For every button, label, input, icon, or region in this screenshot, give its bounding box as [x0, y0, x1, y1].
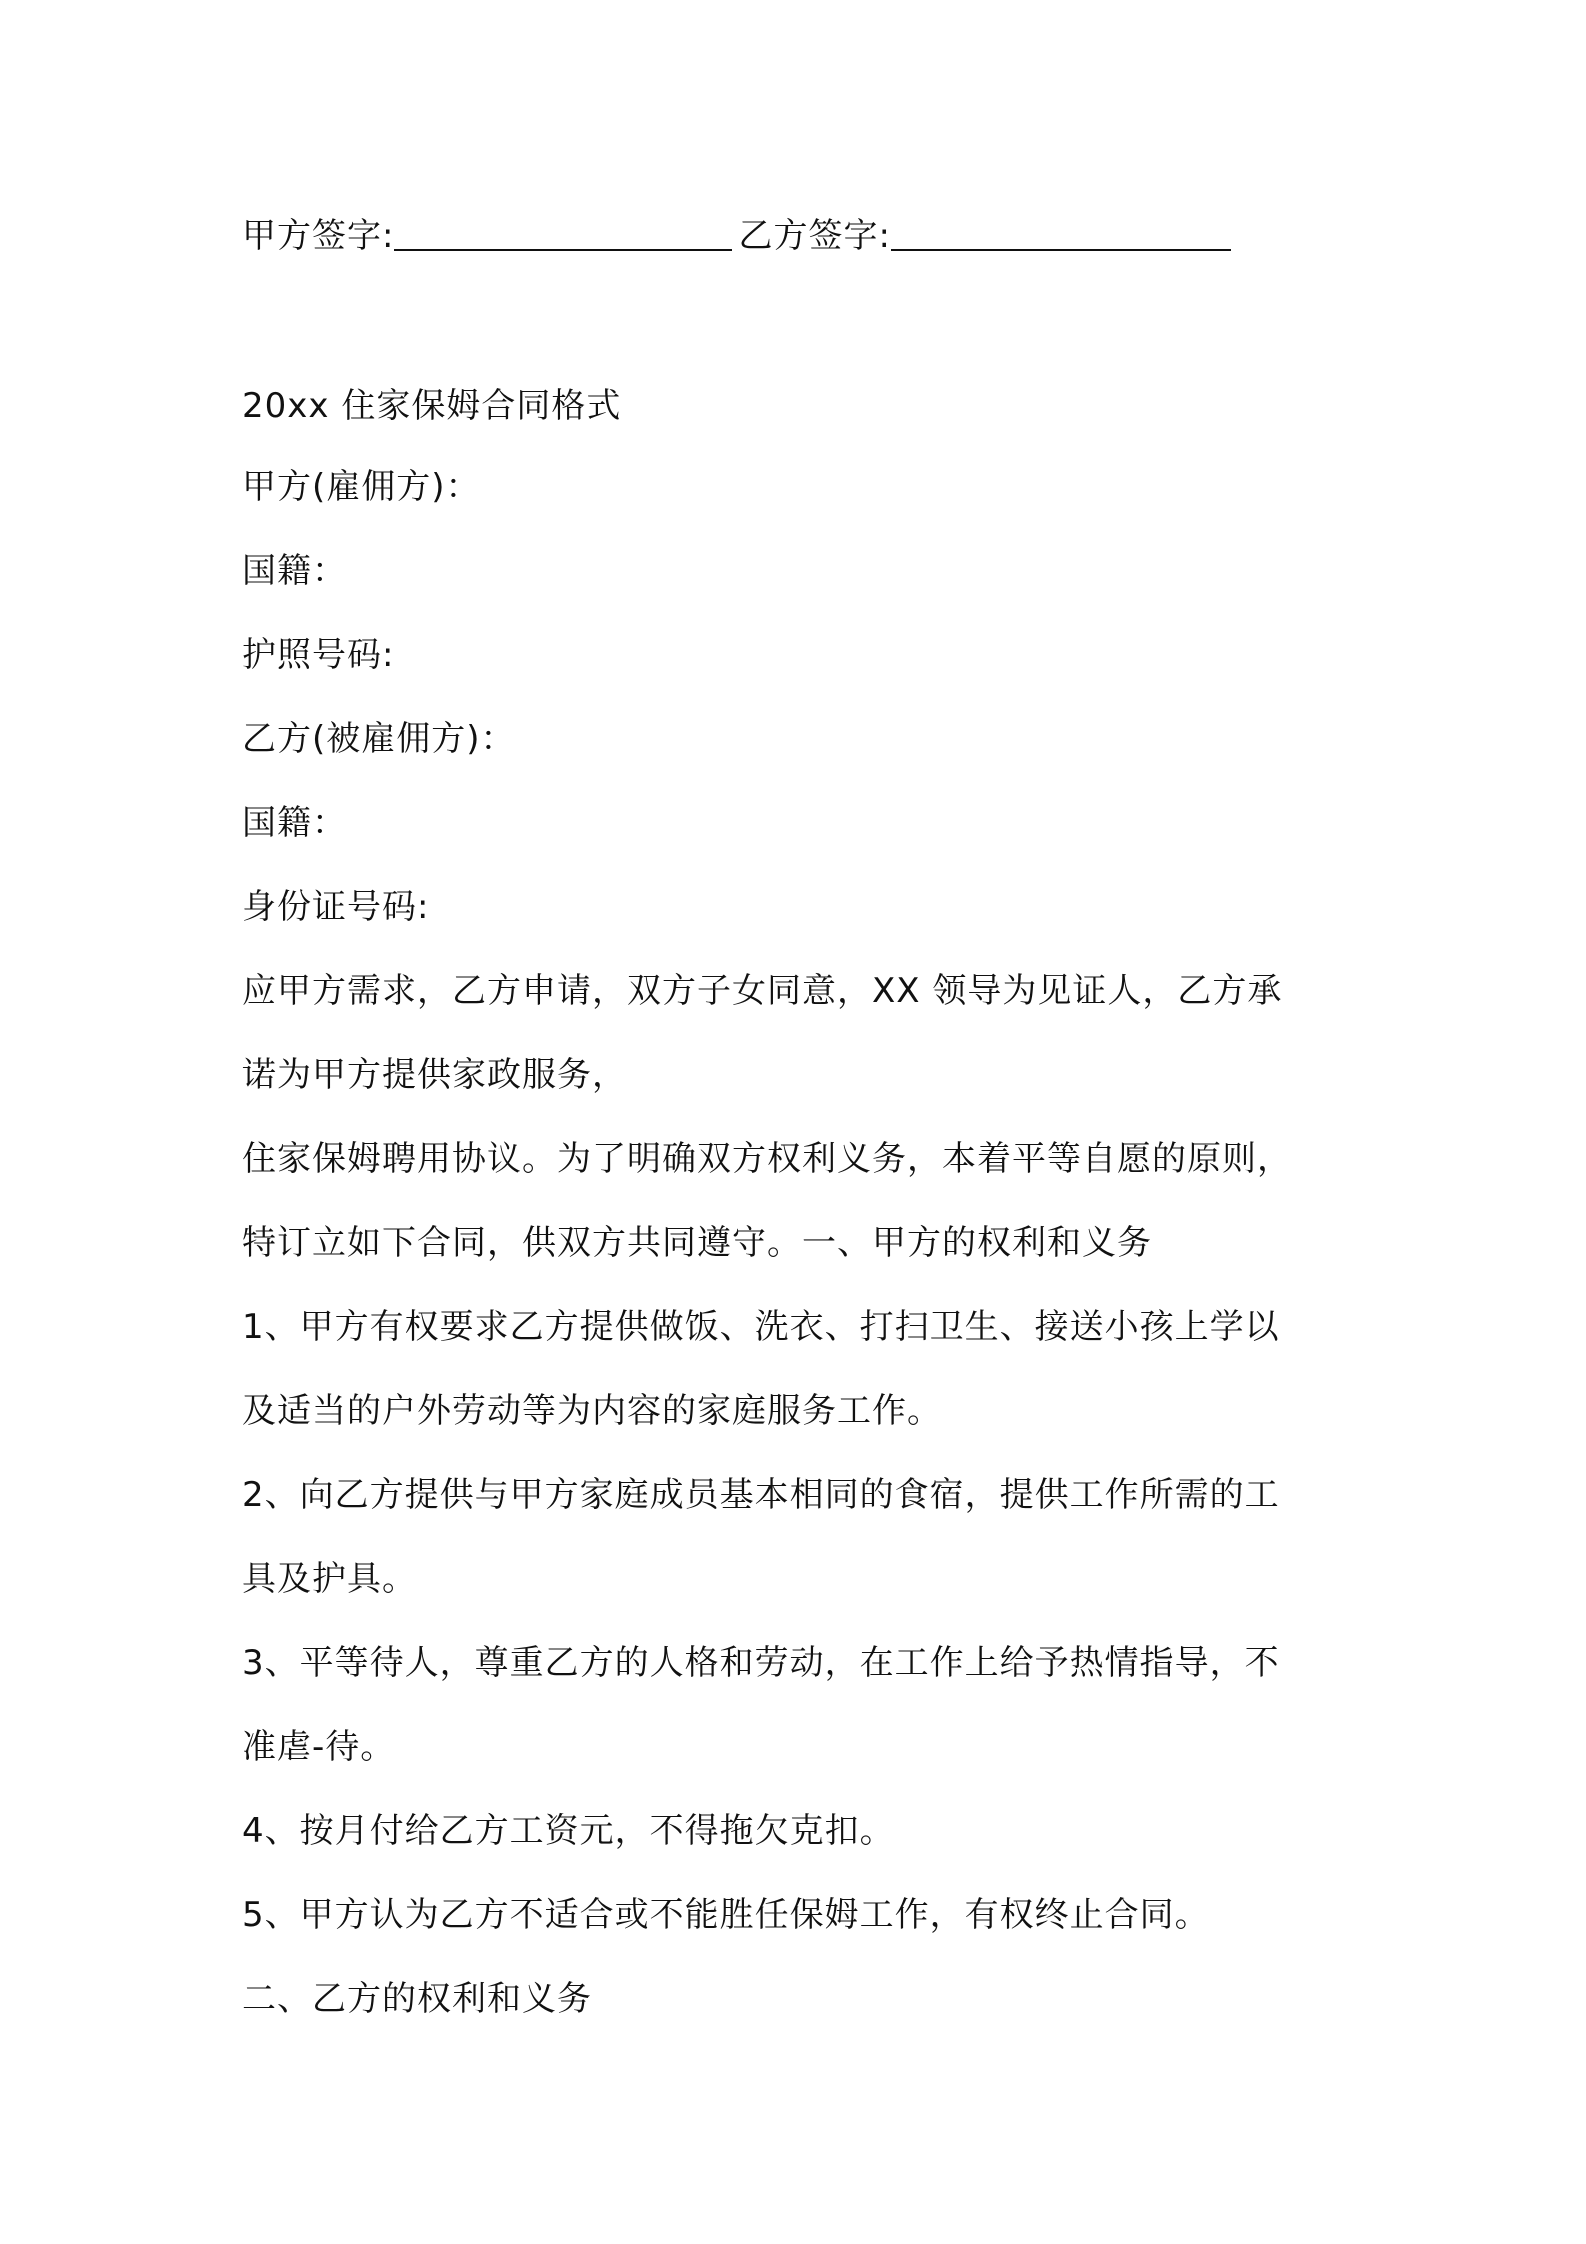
text-line: 特订立如下合同，供双方共同遵守。一、甲方的权利和义务 — [242, 1223, 1152, 1263]
section-spacer — [242, 265, 1362, 367]
text-line: 及适当的户外劳动等为内容的家庭服务工作。 — [242, 1391, 942, 1431]
text-line: 住家保姆聘用协议。为了明确双方权利义务，本着平等自愿的原则， — [242, 1139, 1292, 1179]
party-a-signature-blank — [394, 209, 732, 251]
text-line: 甲方(雇佣方)： — [242, 467, 481, 507]
text-line: 乙方(被雇佣方)： — [242, 719, 516, 759]
document-title: 20xx 住家保姆合同格式 — [242, 386, 622, 426]
text-line: 3、平等待人，尊重乙方的人格和劳动，在工作上给予热情指导，不 — [242, 1643, 1280, 1683]
text-line: 1、甲方有权要求乙方提供做饭、洗衣、打扫卫生、接送小孩上学以 — [242, 1307, 1280, 1347]
text-line: 具及护具。 — [242, 1559, 417, 1599]
text-line: 4、按月付给乙方工资元，不得拖欠克扣。 — [242, 1811, 895, 1851]
text-line: 国籍： — [242, 551, 347, 591]
text-line: 准虐-待。 — [242, 1727, 396, 1767]
party-b-signature-blank — [891, 209, 1231, 251]
document-body — [242, 205, 1362, 2041]
text-line: 护照号码: — [242, 635, 395, 675]
party-a-signature-label: 甲方签字: — [242, 216, 395, 256]
party-b-signature-label: 乙方签字: — [738, 216, 891, 256]
text-line: 国籍： — [242, 803, 347, 843]
text-line: 应甲方需求，乙方申请，双方子女同意，XX 领导为见证人，乙方承 — [242, 971, 1283, 1011]
text-line: 5、甲方认为乙方不适合或不能胜任保姆工作，有权终止合同。 — [242, 1895, 1210, 1935]
text-line: 身份证号码: — [242, 887, 430, 927]
section-heading: 二、乙方的权利和义务 — [242, 1979, 592, 2019]
text-line: 2、向乙方提供与甲方家庭成员基本相同的食宿，提供工作所需的工 — [242, 1475, 1280, 1515]
text-line: 诺为甲方提供家政服务， — [242, 1055, 627, 1095]
signature-row — [242, 205, 1362, 265]
